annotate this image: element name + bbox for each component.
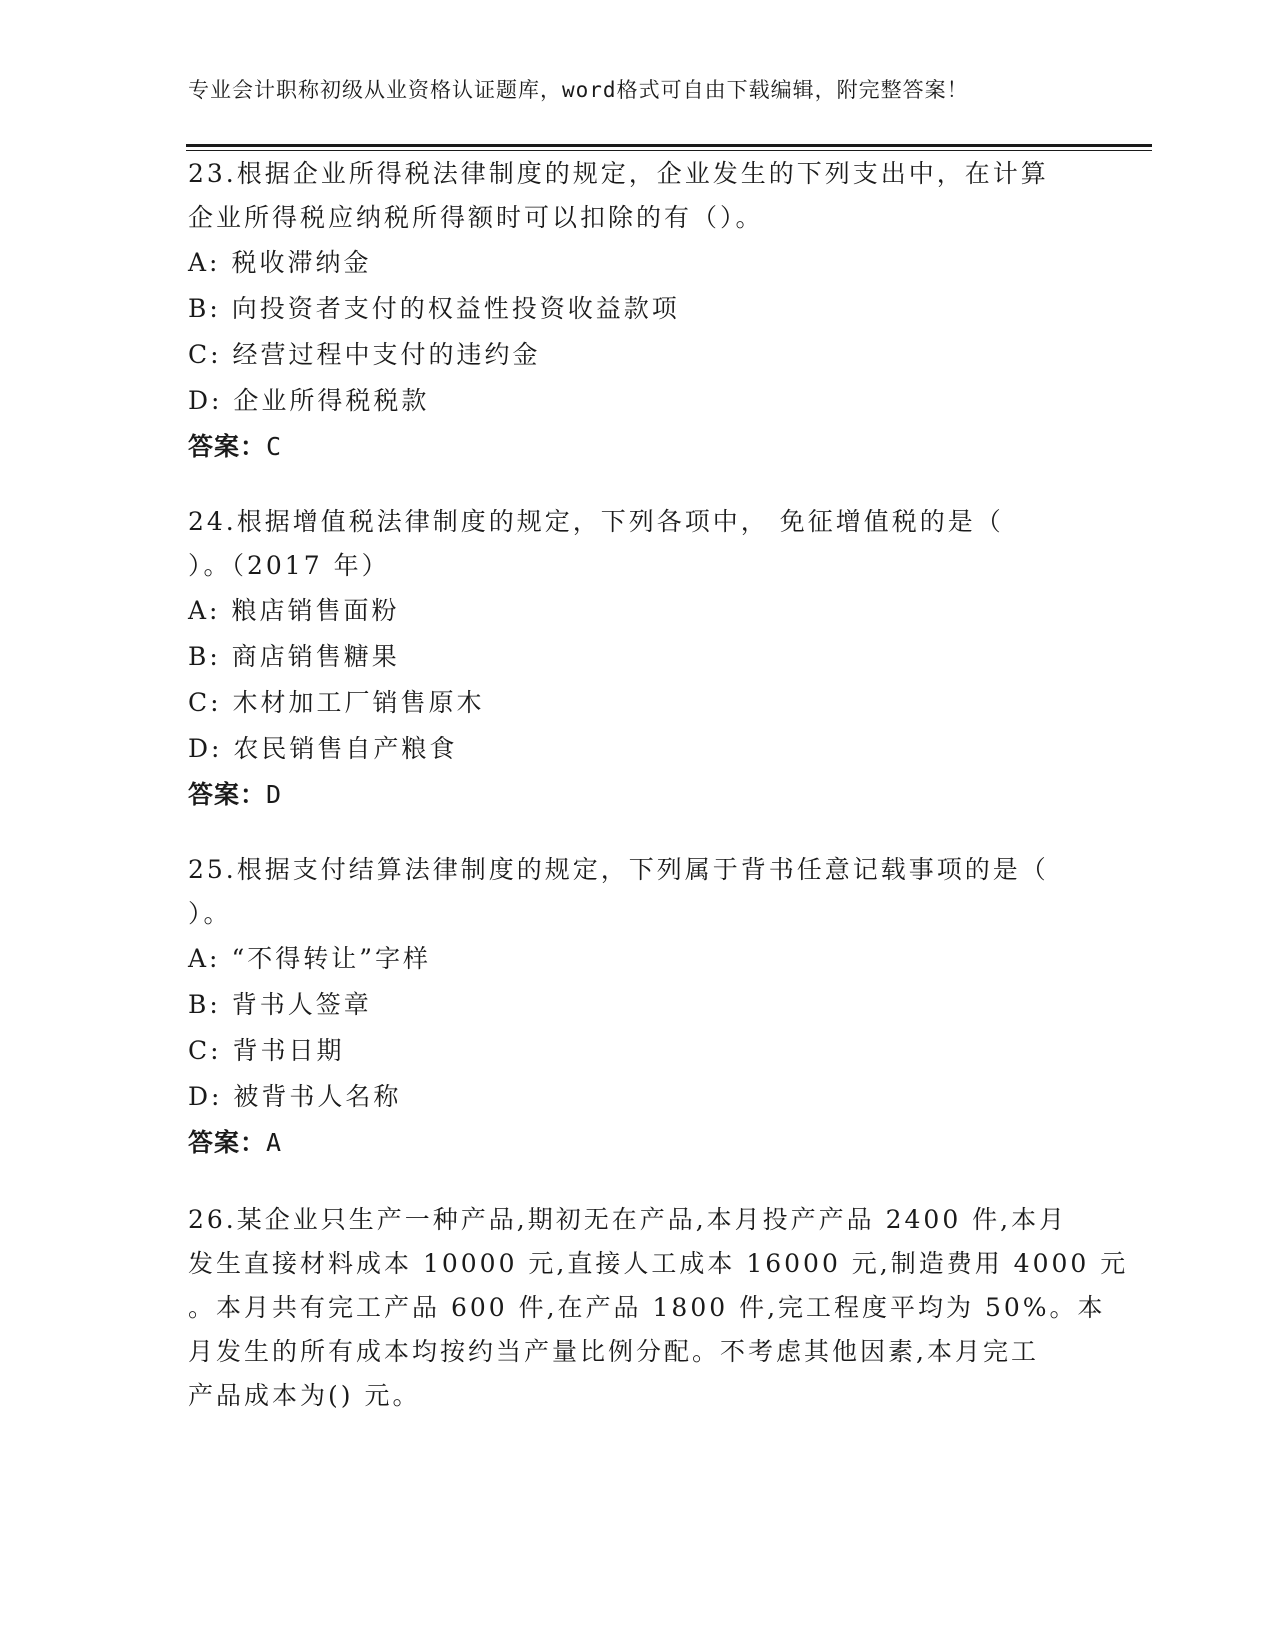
option-text: “不得转让”字样 — [231, 944, 431, 973]
answer — [188, 772, 1088, 818]
question-23 — [188, 152, 1088, 470]
option-text: 粮店销售面粉 — [231, 596, 400, 625]
question-stem-line: 月发生的所有成本均按约当产量比例分配。不考虑其他因素,本月完工 — [188, 1337, 1039, 1366]
option-text: 向投资者支付的权益性投资收益款项 — [231, 294, 680, 323]
answer-value: C — [266, 432, 283, 461]
option-letter: C: — [188, 340, 222, 369]
option-c — [188, 332, 1088, 378]
option-letter: D: — [188, 386, 223, 415]
option-letter: A: — [188, 944, 221, 973]
page-header: 专业会计职称初级从业资格认证题库，word格式可自由下载编辑，附完整答案！ — [188, 78, 969, 102]
option-letter: A: — [188, 596, 221, 625]
option-text: 商店销售糖果 — [231, 642, 400, 671]
option-letter: B: — [188, 294, 221, 323]
option-a — [188, 588, 1088, 634]
question-stem-line: 25.根据支付结算法律制度的规定，下列属于背书任意记载事项的是（ — [188, 855, 1049, 884]
option-c — [188, 1028, 1088, 1074]
question-stem-line: 26.某企业只生产一种产品,期初无在产品,本月投产产品 2400 件,本月 — [188, 1205, 1068, 1234]
option-letter: C: — [188, 1036, 222, 1065]
question-24 — [188, 500, 1088, 818]
question-26 — [188, 1198, 1129, 1418]
question-stem-line: ）。（2017 年） — [188, 551, 390, 580]
option-b — [188, 286, 1088, 332]
option-text: 农民销售自产粮食 — [233, 734, 458, 763]
option-letter: D: — [188, 734, 223, 763]
header-rule-thin — [186, 150, 1152, 151]
question-stem-line: 23.根据企业所得税法律制度的规定，企业发生的下列支出中，在计算 — [188, 159, 1049, 188]
question-stem-line: ）。 — [188, 899, 232, 928]
answer — [188, 1120, 1088, 1166]
answer — [188, 424, 1088, 470]
answer-label: 答案： — [188, 1128, 267, 1157]
option-d — [188, 378, 1088, 424]
option-letter: C: — [188, 688, 222, 717]
option-b — [188, 634, 1088, 680]
question-stem-line: 发生直接材料成本 10000 元,直接人工成本 16000 元,制造费用 4000 元 — [188, 1249, 1129, 1278]
answer-value: D — [266, 780, 283, 809]
option-letter: B: — [188, 642, 221, 671]
option-text: 木材加工厂销售原木 — [232, 688, 485, 717]
question-25 — [188, 848, 1088, 1166]
question-stem-line: 企业所得税应纳税所得额时可以扣除的有（）。 — [188, 203, 764, 232]
option-letter: D: — [188, 1082, 223, 1111]
option-letter: A: — [188, 248, 221, 277]
question-stem-line: 产品成本为() 元。 — [188, 1381, 421, 1410]
option-c — [188, 680, 1088, 726]
option-text: 背书日期 — [232, 1036, 345, 1065]
option-letter: B: — [188, 990, 221, 1019]
option-text: 背书人签章 — [231, 990, 372, 1019]
option-text: 企业所得税税款 — [233, 386, 430, 415]
option-a — [188, 936, 1088, 982]
option-text: 被背书人名称 — [233, 1082, 402, 1111]
option-b — [188, 982, 1088, 1028]
header-rule-thick — [186, 144, 1152, 147]
option-text: 税收滞纳金 — [231, 248, 372, 277]
option-d — [188, 726, 1088, 772]
option-a — [188, 240, 1088, 286]
question-stem-line: 。本月共有完工产品 600 件,在产品 1800 件,完工程度平均为 50%。本 — [188, 1293, 1106, 1322]
option-d — [188, 1074, 1088, 1120]
option-text: 经营过程中支付的违约金 — [232, 340, 541, 369]
answer-label: 答案： — [188, 432, 267, 461]
question-stem-line: 24.根据增值税法律制度的规定，下列各项中， 免征增值税的是（ — [188, 507, 1004, 536]
answer-value: A — [266, 1128, 283, 1157]
answer-label: 答案： — [188, 780, 267, 809]
